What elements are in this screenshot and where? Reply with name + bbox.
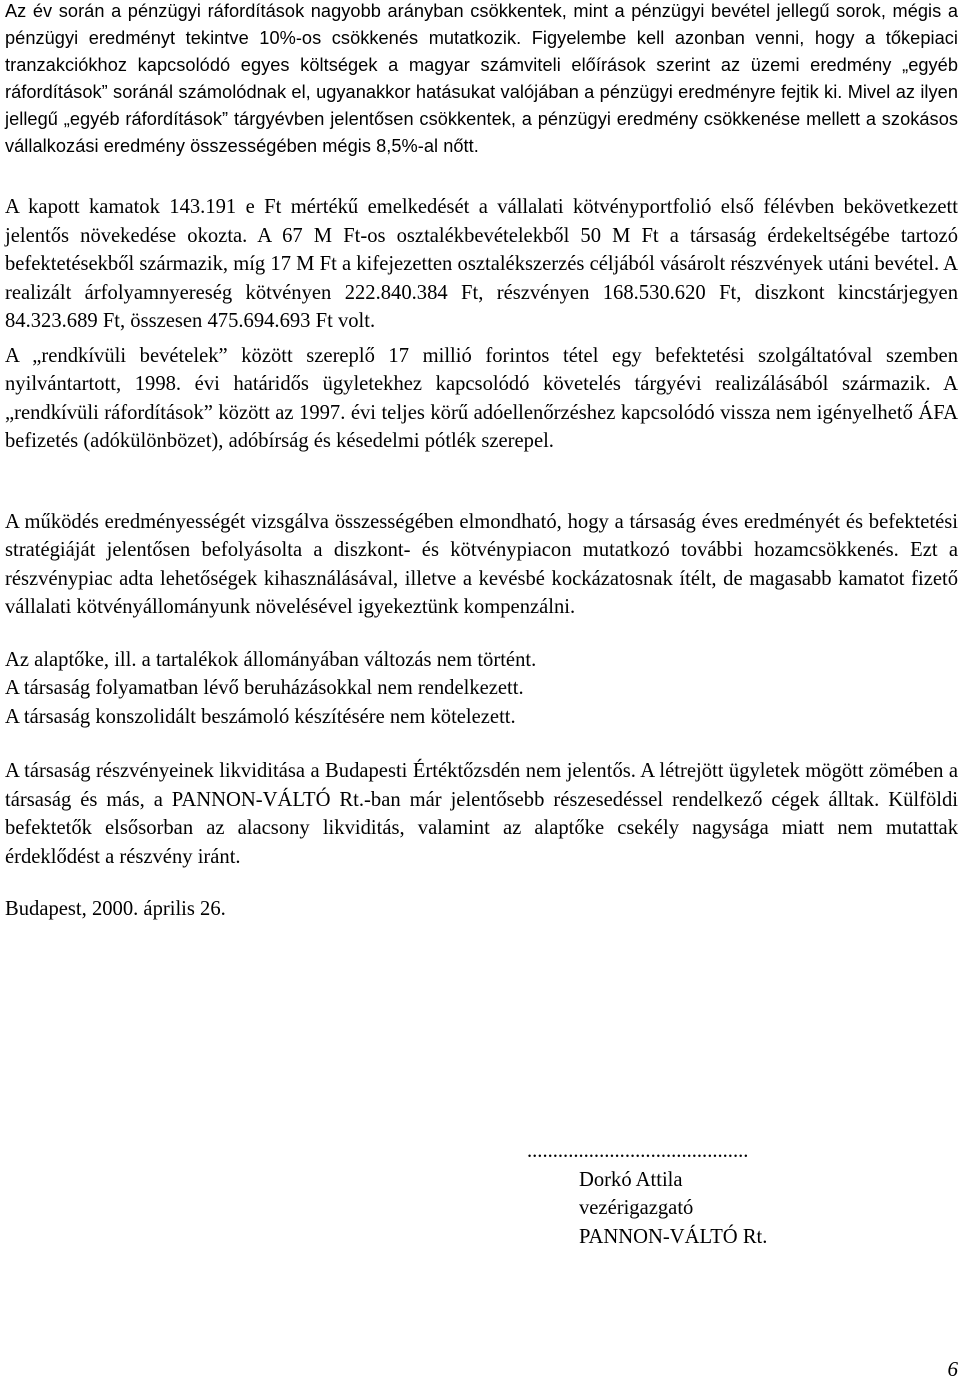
document-page (5, 0, 958, 924)
paragraph-operating-efficiency: A működés eredményességét vizsgálva összességében elmondható, hogy a társaság éves eredményét és befektetési stratégiáját jelentősen befolyásolta a diszkont- és kötvénypiacon mutatkozó további hozamcsökkenés. Ezt a részvénypiac adta lehetőségek kihasználásával, illetve a kevésbé kockázatosnak ítélt, de magasabb kamatot fizető vállalati kötvényállományunk növelésével igyekeztünk kompenzálni. (5, 510, 958, 619)
paragraph-gap (5, 456, 958, 508)
paragraph-gap (5, 871, 958, 895)
signatory-title: vezérigazgató (579, 1197, 694, 1219)
paragraph-gap (5, 159, 958, 193)
signatory-name: Dorkó Attila (579, 1168, 683, 1191)
paragraph-gap (5, 731, 958, 757)
statement-share-capital: Az alaptőke, ill. a tartalékok állományában változás nem történt. (5, 648, 537, 671)
paragraph-extraordinary-items: A „rendkívüli bevételek” között szereplő 17 millió forintos tétel egy befektetési szolgáltatóval szemben nyilvántartott, 1998. évi határidős ügyletekhez kapcsolódó követelés tárgyévi realizálásából származik. A „rendkívüli ráfordítások” között az 1997. évi teljes körű adóellenőrzéshez kapcsolódó vissza nem igényelhető ÁFA befizetés (adókülönbözet), adóbírság és késedelmi pótlék szerepel. (5, 344, 958, 453)
paragraph-gap (5, 622, 958, 646)
place-and-date: Budapest, 2000. április 26. (5, 898, 226, 921)
paragraph-interest-income: A kapott kamatok 143.191 e Ft mértékű emelkedését a vállalati kötvényportfolió első félévben bekövetkezett jelentős növekedése okozta. A 67 M Ft-os osztalékbevételekből 50 M Ft a társaság érdekeltségébe tartozó befektetésekből származik, míg 17 M Ft a kifejezetten osztalékszerzés céljából vásárolt részvények utáni bevétel. A realizált árfolyamnyereség kötvényen 222.840.384 Ft, részvényen 168.530.620 Ft, diszkont kincstárjegyen 84.323.689 Ft, összesen 475.694.693 Ft volt. (5, 196, 958, 333)
paragraph-share-liquidity: A társaság részvényeinek likviditása a Budapesti Értéktőzsdén nem jelentős. A létrejött ügyletek mögött zömében a társaság és más, a PANNON-VÁLTÓ Rt.-ban már jelentősebb részesedéssel rendelkező cégek álltak. Külföldi befektetők elsősorban az alacsony likviditás, valamint az alaptőke csekély nagysága miatt nem mutattak érdeklődést a részvény iránt. (5, 760, 958, 868)
paragraph-financial-result: Az év során a pénzügyi ráfordítások nagyobb arányban csökkentek, mint a pénzügyi bevétel jellegű sorok, mégis a pénzügyi eredményt tekintve 10%-os csökkenés mutatkozik. Figyelembe kell azonban venni, hogy a tőkepiaci tranzakciókhoz kapcsolódó egyes költségek a magyar számviteli előírások szerint az üzemi eredmény „egyéb ráfordítások” soránál számolódnak el, ugyanakkor hatásukat valójában a pénzügyi eredményre fejtik ki. Mivel az ilyen jellegű „egyéb ráfordítások” tárgyévben jelentősen csökkentek, a pénzügyi eredmény csökkenése mellett a szokásos vállalkozási eredmény összességében mégis 8,5%-al nőtt. (5, 1, 958, 156)
page-number: 6 (947, 1357, 958, 1381)
signature-line: ........................................... (527, 1140, 749, 1162)
statement-consolidation: A társaság konszolidált beszámoló készítésére nem kötelezett. (5, 705, 516, 728)
signatory-company: PANNON-VÁLTÓ Rt. (579, 1225, 768, 1248)
signature-block (527, 1137, 847, 1251)
statement-investments: A társaság folyamatban lévő beruházásokkal nem rendelkezett. (5, 677, 524, 700)
